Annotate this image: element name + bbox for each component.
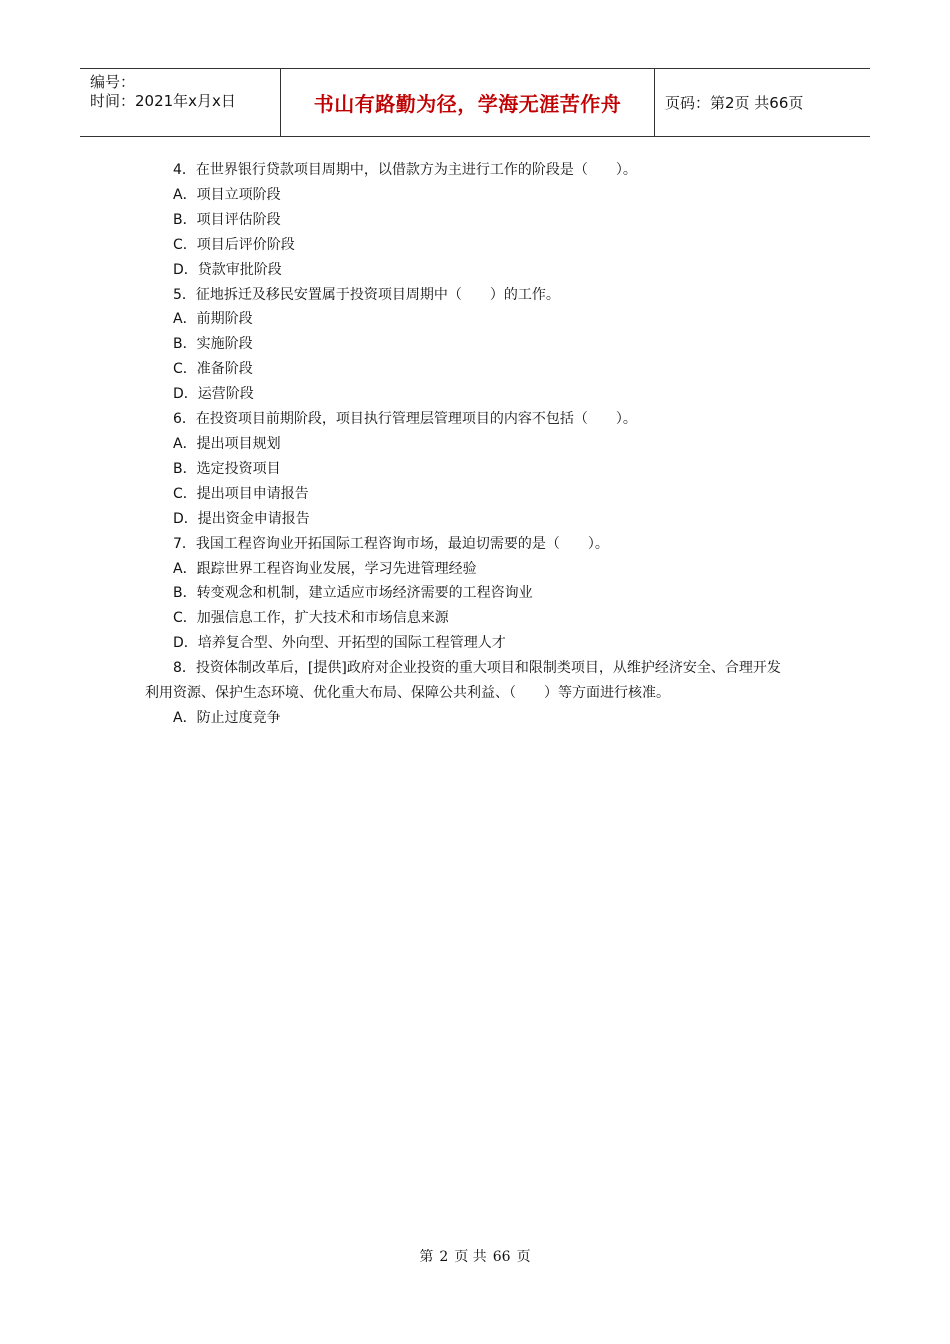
option-label: D． — [173, 635, 198, 652]
option-4a — [145, 183, 805, 208]
question-number: 6． — [173, 411, 196, 428]
option-5c — [145, 357, 805, 382]
option-label: D． — [173, 386, 198, 403]
question-5 — [145, 283, 805, 308]
option-6c — [145, 482, 805, 507]
question-number: 4． — [173, 162, 196, 178]
option-text: 培养复合型、外向型、开拓型的国际工程管理人才 — [197, 635, 506, 652]
question-text: 我国工程咨询业开拓国际工程咨询市场，最迫切需要的是（ ）。 — [195, 535, 609, 552]
question-text: 在世界银行贷款项目周期中，以借款方为主进行工作的阶段是（ ）。 — [195, 162, 637, 178]
option-7a — [145, 557, 805, 582]
option-label: B． — [173, 336, 197, 353]
option-text: 准备阶段 — [196, 361, 253, 378]
option-6d — [145, 507, 805, 532]
option-label: A． — [173, 186, 197, 203]
option-text: 运营阶段 — [197, 386, 254, 403]
option-text: 选定投资项目 — [196, 460, 281, 477]
footer-current-page: 2 — [439, 1249, 449, 1265]
question-list — [145, 158, 805, 731]
document-time-label: 时间：2021年x月x日 — [90, 92, 236, 110]
option-5b — [145, 332, 805, 357]
option-7d — [145, 631, 805, 656]
option-text: 转变观念和机制，建立适应市场经济需要的工程咨询业 — [196, 585, 533, 602]
footer-prefix: 第 — [419, 1249, 434, 1265]
option-label: B． — [173, 211, 197, 228]
header-meta — [80, 69, 281, 136]
option-label: A． — [173, 311, 197, 328]
page-footer — [0, 1246, 950, 1266]
question-number: 7． — [173, 535, 196, 552]
question-7 — [145, 532, 805, 557]
option-label: A． — [173, 435, 197, 452]
option-4b — [145, 208, 805, 233]
document-number-label: 编号： — [90, 73, 136, 91]
page-header — [80, 68, 870, 137]
option-label: C． — [173, 361, 197, 378]
option-4c — [145, 233, 805, 258]
option-7c — [145, 606, 805, 631]
option-text: 跟踪世界工程咨询业发展，学习先进管理经验 — [196, 560, 477, 577]
option-text: 项目后评价阶段 — [196, 236, 295, 253]
option-5a — [145, 307, 805, 332]
footer-total-pages: 66 — [492, 1249, 511, 1265]
option-text: 前期阶段 — [196, 311, 253, 328]
question-text: 投资体制改革后，[提供]政府对企业投资的重大项目和限制类项目，从维护经济安全、合理开发 — [195, 660, 781, 677]
option-text: 提出项目申请报告 — [196, 485, 309, 502]
question-8-continuation: 利用资源、保护生态环境、优化重大布局、保障公共利益、（ ）等方面进行核准。 — [145, 685, 670, 702]
option-label: A． — [173, 709, 197, 726]
option-text: 贷款审批阶段 — [197, 261, 282, 278]
question-8 — [145, 656, 805, 681]
option-text: 实施阶段 — [196, 336, 253, 353]
option-4d — [145, 258, 805, 283]
option-label: C． — [173, 610, 197, 627]
question-number: 8． — [173, 660, 196, 677]
option-text: 提出项目规划 — [196, 435, 281, 452]
option-7b — [145, 581, 805, 606]
question-text: 在投资项目前期阶段，项目执行管理层管理项目的内容不包括（ ）。 — [195, 411, 637, 428]
question-number: 5． — [173, 286, 196, 303]
header-motto: 书山有路勤为径，学海无涯苦作舟 — [281, 69, 655, 136]
option-label: D． — [173, 510, 198, 527]
header-page-info: 页码：第2页 共66页 — [665, 94, 804, 112]
question-6 — [145, 407, 805, 432]
option-5d — [145, 382, 805, 407]
question-text: 征地拆迁及移民安置属于投资项目周期中（ ）的工作。 — [195, 286, 560, 303]
option-text: 提出资金申请报告 — [197, 510, 310, 527]
option-text: 项目立项阶段 — [196, 186, 281, 203]
option-text: 加强信息工作，扩大技术和市场信息来源 — [196, 610, 449, 627]
footer-mid: 页 共 — [454, 1249, 487, 1265]
option-label: B． — [173, 460, 197, 477]
footer-suffix: 页 — [516, 1249, 531, 1265]
option-label: C． — [173, 485, 197, 502]
option-6a — [145, 432, 805, 457]
option-label: C． — [173, 236, 197, 253]
question-4 — [145, 158, 805, 183]
option-text: 项目评估阶段 — [196, 211, 281, 228]
option-label: D． — [173, 261, 198, 278]
option-text: 防止过度竞争 — [196, 709, 281, 726]
option-label: B． — [173, 585, 197, 602]
option-8a — [145, 706, 805, 731]
option-label: A． — [173, 560, 197, 577]
option-6b — [145, 457, 805, 482]
